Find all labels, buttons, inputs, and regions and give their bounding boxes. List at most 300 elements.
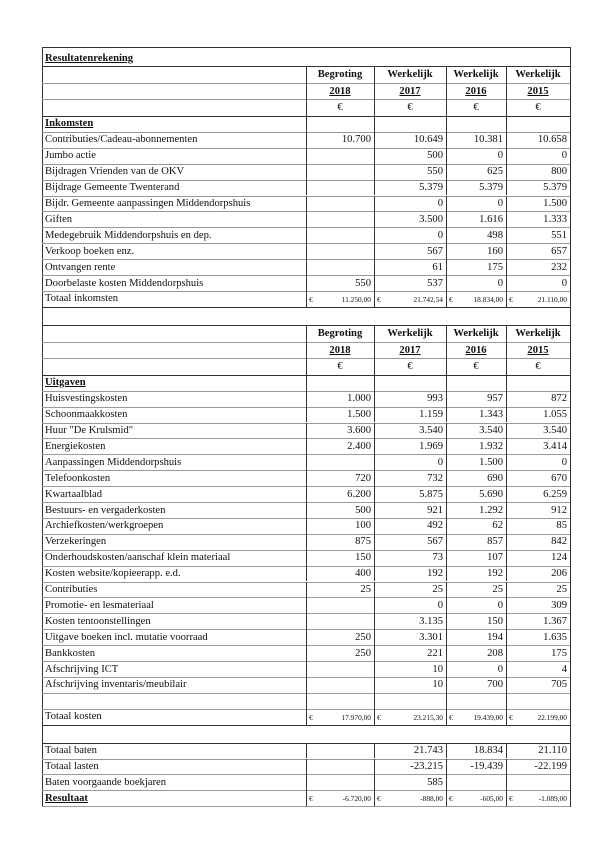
summary-row-label-0: Totaal baten [45, 745, 97, 757]
column-divider [446, 148, 447, 164]
column-divider [306, 211, 307, 227]
income-total-euro-0-3: € [509, 294, 513, 304]
column-divider [306, 661, 307, 677]
column-divider [506, 645, 507, 661]
expense-row-w2015-5: 670 [551, 472, 567, 484]
income-currency-4: € [535, 102, 541, 113]
income-header-4: Werkelijk [515, 69, 561, 80]
column-divider [446, 518, 447, 534]
column-divider [446, 423, 447, 439]
frame-top [42, 47, 570, 48]
row-line [42, 725, 570, 726]
expense-row-w2017-14: 3.135 [419, 615, 443, 627]
expenses-total-b2018-0: 17.970,00 [341, 712, 371, 722]
column-divider [306, 613, 307, 629]
column-divider [374, 645, 375, 661]
expense-row-w2017-10: 73 [432, 552, 443, 564]
expense-row-label-8: Archiefkosten/werkgroepen [45, 520, 164, 532]
column-divider [446, 613, 447, 629]
income-row-w2016-2: 625 [487, 166, 503, 178]
column-divider [446, 164, 447, 180]
column-divider [506, 502, 507, 518]
column-divider [506, 582, 507, 598]
income-row-w2016-0: 10.381 [473, 134, 503, 146]
column-divider [306, 66, 307, 116]
income-row-label-3: Bijdrage Gemeente Twenterand [45, 182, 180, 194]
column-divider [506, 613, 507, 629]
expense-row-w2016-1: 1.343 [479, 409, 503, 421]
column-divider [374, 502, 375, 518]
column-divider [374, 275, 375, 291]
expense-row-b2018-10: 150 [355, 552, 371, 564]
income-total-w2016-0: 18.834,00 [473, 294, 503, 304]
column-divider [374, 661, 375, 677]
column-divider [306, 132, 307, 148]
income-total-euro-0-1: € [377, 294, 381, 304]
column-divider [506, 566, 507, 582]
column-divider [306, 470, 307, 486]
column-divider [446, 502, 447, 518]
expense-row-w2016-6: 5.690 [479, 488, 503, 500]
income-row-w2017-3: 5.379 [419, 182, 443, 194]
column-divider [506, 423, 507, 439]
column-divider [306, 375, 307, 391]
expenses-total-w2016-0: 19.439,00 [473, 712, 503, 722]
expense-row-label-1: Schoonmaakkosten [45, 409, 128, 421]
column-divider [306, 743, 307, 759]
column-divider [506, 550, 507, 566]
expense-row-label-6: Kwartaalblad [45, 488, 103, 500]
column-divider [446, 196, 447, 212]
column-divider [306, 534, 307, 550]
column-divider [446, 470, 447, 486]
column-divider [506, 790, 507, 806]
column-divider [506, 661, 507, 677]
expense-row-w2015-17: 4 [561, 663, 567, 675]
expense-row-w2016-0: 957 [487, 393, 503, 405]
income-row-w2015-4: 1.500 [543, 198, 567, 209]
expense-row-w2017-18: 10 [432, 679, 443, 691]
income-row-w2016-5: 1.616 [479, 213, 503, 225]
expense-row-b2018-2: 3.600 [347, 425, 371, 436]
expense-row-w2015-0: 872 [551, 393, 567, 405]
column-divider [306, 291, 307, 307]
income-row-w2017-9: 537 [427, 277, 443, 289]
column-divider [506, 375, 507, 391]
expense-row-b2018-6: 6.200 [347, 488, 371, 500]
expense-row-b2018-9: 875 [355, 536, 371, 548]
column-divider [446, 454, 447, 470]
column-divider [374, 709, 375, 725]
summary-row-w2016-1: -19.439 [470, 761, 503, 772]
expenses-total-w2017-0: 23.215,30 [413, 712, 443, 722]
column-divider [374, 259, 375, 275]
frame-right [570, 47, 571, 807]
expense-row-w2016-11: 192 [487, 568, 503, 580]
income-row-w2017-4: 0 [437, 198, 443, 209]
income-row-w2015-5: 1.333 [543, 213, 567, 225]
expense-row-w2015-7: 912 [551, 504, 567, 516]
result-euro-0-0: € [309, 794, 313, 804]
column-divider [506, 148, 507, 164]
income-currency-1: € [337, 102, 343, 113]
expense-row-label-15: Uitgave boeken incl. mutatie voorraad [45, 631, 208, 643]
expenses-year-2: 2017 [399, 344, 421, 356]
expense-row-b2018-12: 25 [360, 584, 371, 595]
column-divider [506, 66, 507, 116]
summary-row-label-1: Totaal lasten [45, 761, 99, 772]
column-divider [446, 275, 447, 291]
column-divider [446, 375, 447, 391]
column-divider [374, 629, 375, 645]
column-divider [506, 774, 507, 790]
expense-row-w2016-4: 1.500 [479, 456, 503, 468]
income-row-w2016-3: 5.379 [479, 182, 503, 194]
column-divider [306, 518, 307, 534]
column-divider [506, 391, 507, 407]
expense-row-b2018-15: 250 [355, 631, 371, 643]
column-divider [306, 677, 307, 693]
column-divider [306, 774, 307, 790]
expense-row-label-14: Kosten tentoonstellingen [45, 615, 151, 627]
income-row-w2015-1: 0 [561, 150, 567, 162]
income-currency-3: € [473, 102, 479, 113]
income-year-3: 2016 [465, 86, 487, 97]
expense-row-w2016-3: 1.932 [479, 440, 503, 452]
column-divider [374, 227, 375, 243]
column-divider [306, 645, 307, 661]
column-divider [506, 743, 507, 759]
income-row-w2015-8: 232 [551, 261, 567, 273]
income-row-label-4: Bijdr. Gemeente aanpassingen Middendorpshuis [45, 198, 251, 209]
expense-row-w2016-9: 857 [487, 536, 503, 548]
expense-row-w2015-4: 0 [561, 456, 567, 468]
expense-row-label-16: Bankkosten [45, 647, 96, 659]
column-divider [374, 375, 375, 391]
column-divider [506, 325, 507, 375]
column-divider [506, 275, 507, 291]
column-divider [506, 693, 507, 709]
column-divider [506, 259, 507, 275]
income-row-label-9: Doorbelaste kosten Middendorpshuis [45, 277, 204, 289]
column-divider [306, 597, 307, 613]
expense-row-w2015-9: 842 [551, 536, 567, 548]
column-divider [446, 180, 447, 196]
income-row-label-6: Medegebruik Middendorpshuis en dep. [45, 229, 212, 241]
column-divider [306, 116, 307, 132]
income-row-label-7: Verkoop boeken enz. [45, 245, 135, 257]
column-divider [374, 582, 375, 598]
column-divider [306, 243, 307, 259]
income-row-label-0: Contributies/Cadeau-abonnementen [45, 134, 198, 146]
column-divider [374, 211, 375, 227]
column-divider [374, 743, 375, 759]
result-w2015-0: -1.089,00 [538, 794, 567, 804]
expense-row-w2017-8: 492 [427, 520, 443, 532]
expenses-total-euro-0-1: € [377, 712, 381, 722]
column-divider [306, 629, 307, 645]
expenses-header-3: Werkelijk [453, 327, 499, 339]
column-divider [306, 790, 307, 806]
expense-row-label-9: Verzekeringen [45, 536, 107, 548]
expenses-total-w2015-0: 22.199,00 [537, 712, 567, 722]
income-row-w2017-6: 0 [437, 229, 443, 241]
column-divider [446, 774, 447, 790]
column-divider [506, 486, 507, 502]
column-divider [506, 629, 507, 645]
column-divider [506, 677, 507, 693]
column-divider [374, 597, 375, 613]
column-divider [446, 550, 447, 566]
expense-row-w2017-2: 3.540 [419, 425, 443, 436]
income-row-b2018-9: 550 [355, 277, 371, 289]
column-divider [306, 550, 307, 566]
income-currency-2: € [407, 102, 413, 113]
expense-row-w2017-9: 567 [427, 536, 443, 548]
income-total-w2017-0: 21.742,54 [413, 294, 443, 304]
income-header-1: Begroting [317, 69, 363, 80]
column-divider [446, 438, 447, 454]
result-label-0: Resultaat [45, 792, 88, 804]
column-divider [374, 180, 375, 196]
column-divider [446, 743, 447, 759]
result-euro-0-1: € [377, 794, 381, 804]
expense-row-w2016-18: 700 [487, 679, 503, 691]
expense-row-b2018-16: 250 [355, 647, 371, 659]
column-divider [306, 325, 307, 375]
expense-row-w2017-3: 1.969 [419, 440, 443, 452]
expenses-total-label-0: Totaal kosten [45, 711, 102, 723]
result-b2018-0: -6.720,00 [342, 794, 371, 804]
column-divider [306, 582, 307, 598]
income-section-title: Inkomsten [45, 118, 94, 129]
expense-row-b2018-7: 500 [355, 504, 371, 516]
expense-row-w2015-18: 705 [551, 679, 567, 691]
expense-row-label-7: Bestuurs- en vergaderkosten [45, 504, 166, 516]
column-divider [374, 613, 375, 629]
column-divider [446, 534, 447, 550]
income-row-w2016-4: 0 [497, 198, 503, 209]
column-divider [446, 243, 447, 259]
income-total-w2015-0: 21.110,00 [537, 294, 567, 304]
expense-row-label-18: Afschrijving inventaris/meubilair [45, 679, 187, 691]
column-divider [306, 407, 307, 423]
column-divider [374, 774, 375, 790]
expenses-header-1: Begroting [317, 327, 363, 339]
column-divider [306, 423, 307, 439]
column-divider [374, 470, 375, 486]
income-row-label-5: Giften [45, 213, 73, 225]
column-divider [374, 534, 375, 550]
expense-row-label-11: Kosten website/kopieerapp. e.d. [45, 568, 181, 580]
expense-row-w2015-1: 1.055 [543, 409, 567, 421]
column-divider [374, 454, 375, 470]
expense-row-w2016-12: 25 [492, 584, 503, 595]
column-divider [506, 597, 507, 613]
column-divider [306, 148, 307, 164]
summary-row-label-2: Baten voorgaande boekjaren [45, 776, 166, 788]
expenses-header-2: Werkelijk [387, 327, 433, 339]
expense-row-b2018-5: 720 [355, 472, 371, 484]
column-divider [374, 164, 375, 180]
expense-row-label-0: Huisvestingskosten [45, 393, 128, 405]
column-divider [374, 693, 375, 709]
expenses-total-euro-0-3: € [509, 712, 513, 722]
column-divider [446, 582, 447, 598]
column-divider [446, 66, 447, 116]
column-divider [446, 211, 447, 227]
income-year-4: 2015 [527, 86, 549, 97]
column-divider [306, 566, 307, 582]
column-divider [374, 148, 375, 164]
column-divider [506, 132, 507, 148]
income-row-w2015-3: 5.379 [543, 182, 567, 194]
column-divider [374, 116, 375, 132]
expense-row-b2018-8: 100 [355, 520, 371, 532]
expense-row-w2017-5: 732 [427, 472, 443, 484]
expense-row-w2017-1: 1.159 [419, 409, 443, 421]
column-divider [374, 677, 375, 693]
column-divider [306, 438, 307, 454]
income-total-b2018-0: 11.250,00 [341, 294, 371, 304]
row-line [42, 806, 570, 807]
expense-row-label-2: Huur "De Krulsmid" [45, 425, 134, 436]
column-divider [446, 259, 447, 275]
income-year-2: 2017 [399, 86, 421, 97]
expense-row-w2017-11: 192 [427, 568, 443, 580]
column-divider [506, 534, 507, 550]
income-row-w2015-2: 800 [551, 166, 567, 178]
column-divider [506, 438, 507, 454]
income-row-w2016-9: 0 [497, 277, 503, 289]
income-row-w2017-0: 10.649 [413, 134, 443, 146]
column-divider [446, 709, 447, 725]
column-divider [374, 132, 375, 148]
column-divider [306, 259, 307, 275]
expense-row-w2017-17: 10 [432, 663, 443, 675]
expense-row-w2017-0: 993 [427, 393, 443, 405]
income-row-label-8: Ontvangen rente [45, 261, 116, 273]
column-divider [374, 66, 375, 116]
column-divider [506, 211, 507, 227]
income-row-w2016-7: 160 [487, 245, 503, 257]
expense-row-w2017-6: 5.875 [419, 488, 443, 500]
column-divider [374, 550, 375, 566]
column-divider [446, 677, 447, 693]
column-divider [306, 759, 307, 775]
income-row-w2015-0: 10.658 [537, 134, 567, 146]
column-divider [446, 325, 447, 375]
result-euro-0-2: € [449, 794, 453, 804]
expense-row-w2015-6: 6.259 [543, 488, 567, 500]
column-divider [306, 486, 307, 502]
expense-row-w2016-2: 3.540 [479, 425, 503, 436]
column-divider [506, 407, 507, 423]
expenses-total-euro-0-0: € [309, 712, 313, 722]
column-divider [446, 693, 447, 709]
expense-row-w2015-13: 309 [551, 599, 567, 611]
column-divider [374, 407, 375, 423]
income-header-2: Werkelijk [387, 69, 433, 80]
expenses-currency-1: € [337, 360, 343, 372]
income-row-w2015-6: 551 [551, 229, 567, 241]
column-divider [446, 629, 447, 645]
column-divider [506, 116, 507, 132]
expense-row-label-13: Promotie- en lesmateriaal [45, 599, 154, 611]
expense-row-w2015-10: 124 [551, 552, 567, 564]
income-row-w2017-1: 500 [427, 150, 443, 162]
expense-row-w2015-15: 1.635 [543, 631, 567, 643]
income-row-w2017-7: 567 [427, 245, 443, 257]
income-row-w2017-8: 61 [432, 261, 443, 273]
expense-row-w2016-10: 107 [487, 552, 503, 564]
column-divider [446, 790, 447, 806]
column-divider [446, 407, 447, 423]
column-divider [374, 196, 375, 212]
result-w2017-0: -888,00 [420, 794, 443, 804]
sheet-title: Resultatenrekening [45, 53, 134, 64]
column-divider [446, 227, 447, 243]
summary-row-w2016-0: 18.834 [473, 745, 503, 757]
expense-row-w2017-4: 0 [437, 456, 443, 468]
summary-row-w2017-1: -23.215 [410, 761, 443, 772]
result-w2016-0: -605,00 [480, 794, 503, 804]
expenses-year-1: 2018 [329, 344, 351, 356]
expense-row-w2016-15: 194 [487, 631, 503, 643]
column-divider [374, 391, 375, 407]
column-divider [306, 275, 307, 291]
summary-row-w2015-0: 21.110 [538, 745, 567, 757]
income-row-label-1: Jumbo actie [45, 150, 96, 162]
column-divider [506, 470, 507, 486]
expense-row-w2015-12: 25 [556, 584, 567, 595]
column-divider [306, 164, 307, 180]
expenses-currency-3: € [473, 360, 479, 372]
row-line [42, 307, 570, 308]
expense-row-b2018-3: 2.400 [347, 440, 371, 452]
result-euro-0-3: € [509, 794, 513, 804]
column-divider [506, 759, 507, 775]
column-divider [506, 291, 507, 307]
column-divider [446, 661, 447, 677]
column-divider [506, 180, 507, 196]
column-divider [446, 597, 447, 613]
expense-row-b2018-0: 1.000 [347, 393, 371, 405]
column-divider [506, 196, 507, 212]
expense-row-w2017-16: 221 [427, 647, 443, 659]
column-divider [306, 454, 307, 470]
income-row-w2016-1: 0 [497, 150, 503, 162]
expense-row-label-3: Energiekosten [45, 440, 106, 452]
expense-row-label-4: Aanpassingen Middendorpshuis [45, 456, 182, 468]
column-divider [306, 227, 307, 243]
column-divider [446, 645, 447, 661]
expense-row-w2016-5: 690 [487, 472, 503, 484]
expense-row-w2015-11: 206 [551, 568, 567, 580]
expense-row-w2016-13: 0 [497, 599, 503, 611]
column-divider [374, 759, 375, 775]
expense-row-label-10: Onderhoudskosten/aanschaf klein materiaal [45, 552, 231, 564]
expense-row-w2016-7: 1.292 [479, 504, 503, 516]
column-divider [374, 486, 375, 502]
expense-row-w2015-8: 85 [556, 520, 567, 532]
column-divider [374, 423, 375, 439]
column-divider [506, 243, 507, 259]
expense-row-w2015-16: 175 [551, 647, 567, 659]
column-divider [374, 566, 375, 582]
expenses-total-euro-0-2: € [449, 712, 453, 722]
expense-row-b2018-11: 400 [355, 568, 371, 580]
